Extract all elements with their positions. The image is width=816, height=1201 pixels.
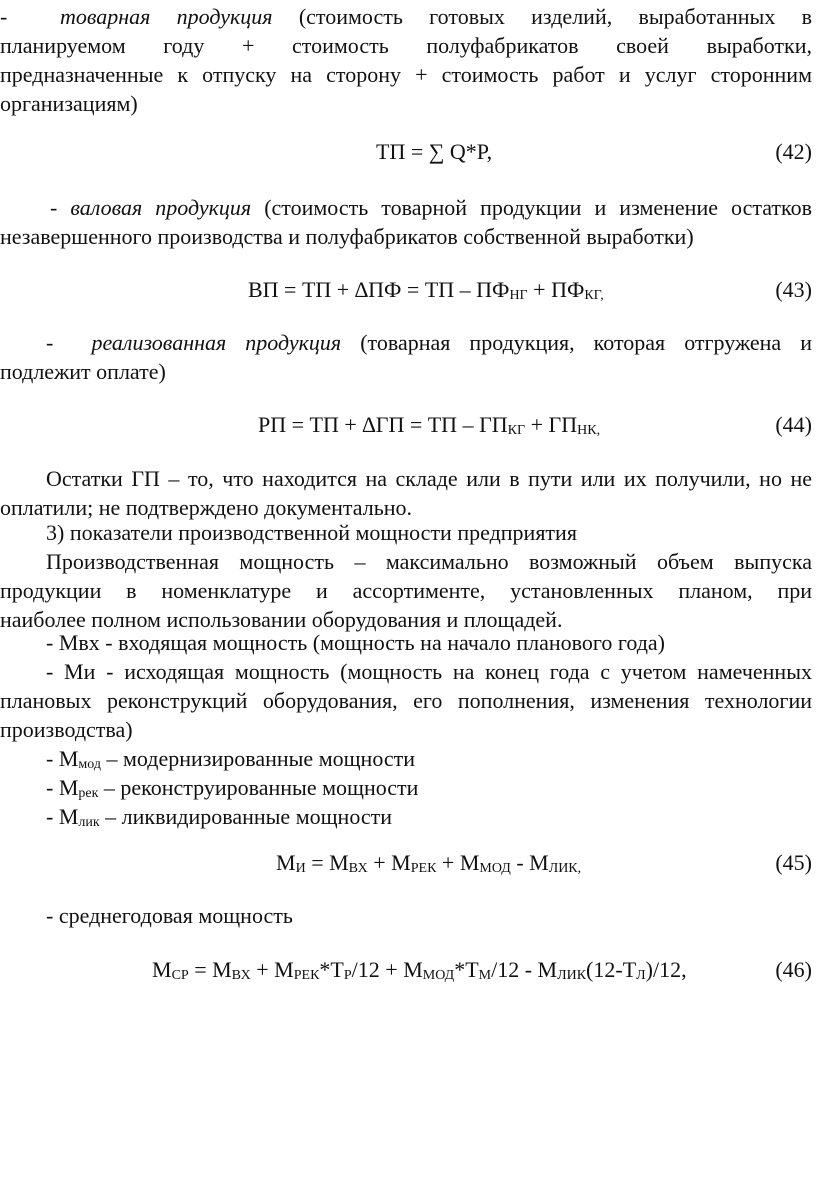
list-text: - М bbox=[46, 746, 79, 771]
paragraph-sold-output bbox=[0, 328, 816, 386]
formula-text: + М bbox=[367, 850, 411, 875]
paragraph-line: предназначенные к отпуску на сторону + стоимость работ и услуг сторонним bbox=[0, 62, 812, 87]
formula-text: - М bbox=[510, 850, 549, 875]
paragraph-gross-output bbox=[0, 193, 816, 251]
paragraph-text: (стоимость товарной продукции и изменение остатков bbox=[264, 195, 812, 220]
paragraph-line: - среднегодовая мощность bbox=[46, 903, 293, 928]
formula-number-43: (43) bbox=[775, 277, 812, 302]
formula-subscript: НГ bbox=[509, 288, 528, 303]
formula-text: /12 - М bbox=[491, 957, 558, 982]
formula-number-46: (46) bbox=[775, 957, 812, 982]
list-subscript: лик bbox=[78, 815, 100, 830]
paragraph-line: 3) показатели производственной мощности предприятия bbox=[46, 520, 577, 545]
formula-subscript: МОД bbox=[422, 968, 455, 983]
list-item-mlik bbox=[0, 802, 812, 831]
formula-text: + М bbox=[436, 850, 480, 875]
paragraph-commodity-output bbox=[0, 2, 816, 118]
paragraph-line: Производственная мощность – максимально возможный объем выпуска bbox=[46, 549, 812, 574]
formula-number-44: (44) bbox=[775, 412, 812, 437]
paragraph-production-capacity bbox=[0, 547, 816, 634]
formula-subscript: СР bbox=[171, 968, 189, 983]
paragraph-average-capacity bbox=[0, 901, 816, 930]
formula-text: ТП = ∑ Q*P, bbox=[376, 139, 493, 164]
list-subscript: мод bbox=[78, 757, 101, 772]
list-subscript: рек bbox=[78, 786, 99, 801]
paragraph-line bbox=[0, 328, 812, 357]
paragraph-line: организациям) bbox=[0, 91, 138, 116]
formula-subscript: ЛИК bbox=[557, 968, 587, 983]
term-commodity-output: товарная продукция bbox=[59, 4, 273, 29]
paragraph-line: оплатили; не подтверждено документально. bbox=[0, 495, 413, 520]
section-heading-capacity bbox=[0, 518, 816, 547]
formula-text: ВП = ТП + ∆ПФ = ТП – ПФ bbox=[248, 277, 510, 302]
list-item-mmod bbox=[0, 744, 812, 773]
formula-subscript: КГ, bbox=[584, 288, 604, 303]
formula-42 bbox=[376, 137, 492, 167]
paragraph-text: (товарная продукция, которая отгружена и bbox=[360, 330, 813, 355]
formula-text: = М bbox=[188, 957, 232, 982]
formula-text: М bbox=[152, 957, 172, 982]
paragraph-line: Остатки ГП – то, что находится на складе или в пути или их получили, но не bbox=[46, 466, 812, 491]
formula-text: РП = ТП + ∆ГП = ТП – ГП bbox=[258, 412, 508, 437]
capacity-list bbox=[0, 628, 816, 831]
term-gross-output: валовая продукция bbox=[70, 195, 252, 220]
list-item-mi: - Ми - исходящая мощность (мощность на конец года с учетом намеченных bbox=[46, 659, 812, 684]
formula-text: (12-Т bbox=[586, 957, 637, 982]
dash: - bbox=[46, 330, 54, 355]
list-item-mvx: - Мвх - входящая мощность (мощность на начало планового года) bbox=[46, 630, 665, 655]
formula-subscript: КГ bbox=[507, 423, 526, 438]
list-item-mi-cont: производства) bbox=[0, 717, 133, 742]
formula-subscript: Л bbox=[636, 968, 646, 983]
formula-45 bbox=[276, 848, 581, 878]
formula-subscript: РЕК bbox=[410, 861, 437, 876]
formula-text: *Т bbox=[319, 957, 344, 982]
paragraph-line: продукции в номенклатуре и ассортименте, установленных планом, при bbox=[0, 578, 812, 603]
formula-text: *Т bbox=[454, 957, 479, 982]
list-text: – модернизированные мощности bbox=[100, 746, 416, 771]
paragraph-line: наиболее полном использовании оборудования и площадей. bbox=[0, 607, 563, 632]
paragraph-line bbox=[0, 193, 812, 222]
list-text: – ликвидированные мощности bbox=[99, 804, 393, 829]
list-text: - М bbox=[46, 775, 79, 800]
paragraph-line: подлежит оплате) bbox=[0, 359, 166, 384]
formula-46 bbox=[152, 955, 687, 985]
formula-text: + ГП bbox=[525, 412, 578, 437]
formula-subscript: РЕК bbox=[293, 968, 320, 983]
list-text: – реконструированные мощности bbox=[98, 775, 419, 800]
formula-43 bbox=[248, 275, 604, 305]
formula-number-42: (42) bbox=[775, 139, 812, 164]
formula-subscript: МОД bbox=[479, 861, 511, 876]
formula-text: + ПФ bbox=[527, 277, 585, 302]
paragraph-line: планируемом году + стоимость полуфабрикатов своей выработки, bbox=[0, 33, 812, 58]
dash: - bbox=[50, 195, 58, 220]
list-item-mrek bbox=[0, 773, 812, 802]
formula-number-45: (45) bbox=[775, 850, 812, 875]
term-sold-output: реализованная продукция bbox=[91, 330, 342, 355]
formula-44 bbox=[258, 410, 600, 440]
formula-text: М bbox=[276, 850, 296, 875]
formula-subscript: М bbox=[478, 968, 492, 983]
formula-text: + М bbox=[250, 957, 294, 982]
paragraph-line: незавершенного производства и полуфабрикатов собственной выработки) bbox=[0, 224, 694, 249]
formula-subscript: ЛИК, bbox=[548, 861, 582, 876]
paragraph-line bbox=[0, 2, 812, 31]
dash: - bbox=[0, 4, 8, 29]
list-text: - М bbox=[46, 804, 79, 829]
formula-subscript: И bbox=[295, 861, 306, 876]
paragraph-remaining-goods bbox=[0, 464, 816, 522]
formula-subscript: ВХ bbox=[231, 968, 251, 983]
formula-subscript: Р bbox=[343, 968, 352, 983]
formula-text: = М bbox=[305, 850, 349, 875]
list-item-mi-cont: плановых реконструкций оборудования, его пополнения, изменения технологии bbox=[0, 688, 812, 713]
formula-text: )/12, bbox=[645, 957, 687, 982]
formula-text: /12 + М bbox=[351, 957, 423, 982]
paragraph-text: (стоимость готовых изделий, выработанных в bbox=[298, 4, 813, 29]
formula-subscript: ВХ bbox=[348, 861, 368, 876]
formula-subscript: НК, bbox=[577, 423, 601, 438]
